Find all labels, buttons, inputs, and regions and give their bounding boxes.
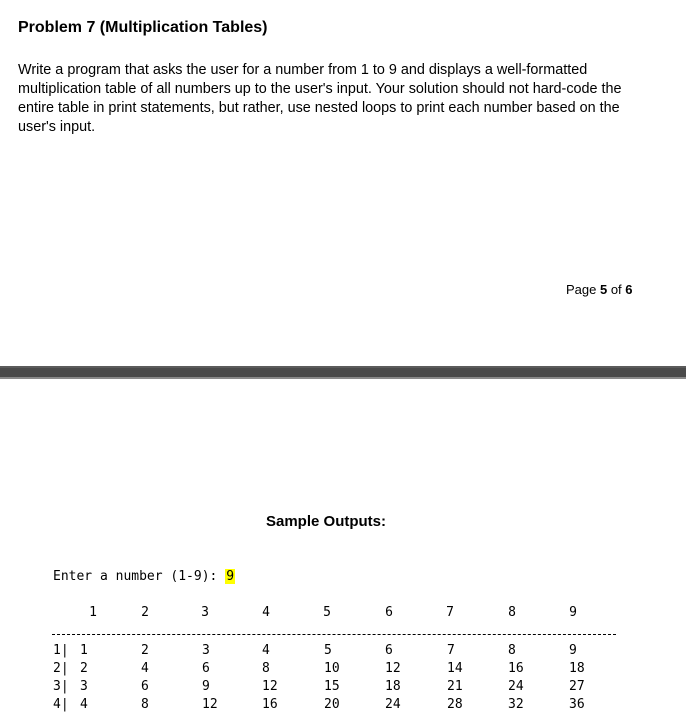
page-label: Page xyxy=(566,282,600,297)
table-cell: 16 xyxy=(508,661,524,676)
table-cell: 8 xyxy=(508,643,516,658)
table-cell: 15 xyxy=(324,679,340,694)
row-label: 4| xyxy=(53,697,69,712)
table-row xyxy=(0,697,686,715)
table-cell: 2 xyxy=(80,661,88,676)
table-cell: 3 xyxy=(202,643,210,658)
row-label: 2| xyxy=(53,661,69,676)
row-label: 1| xyxy=(53,643,69,658)
table-cell: 4 xyxy=(80,697,88,712)
table-cell: 6 xyxy=(141,679,149,694)
page-number-footer xyxy=(566,282,633,297)
table-cell: 2 xyxy=(141,643,149,658)
header-cell: 7 xyxy=(446,605,454,620)
page-of: of xyxy=(607,282,626,297)
header-cell: 5 xyxy=(323,605,331,620)
row-label: 3| xyxy=(53,679,69,694)
table-cell: 4 xyxy=(262,643,270,658)
table-cell: 5 xyxy=(324,643,332,658)
table-cell: 24 xyxy=(508,679,524,694)
table-cell: 27 xyxy=(569,679,585,694)
sample-outputs-title: Sample Outputs: xyxy=(266,513,387,530)
table-row xyxy=(0,679,686,697)
page-current: 5 xyxy=(599,282,608,297)
table-cell: 10 xyxy=(324,661,340,676)
table-cell: 32 xyxy=(508,697,524,712)
table-cell: 9 xyxy=(569,643,577,658)
header-cell: 4 xyxy=(262,605,270,620)
header-cell: 8 xyxy=(508,605,516,620)
console-prompt xyxy=(53,569,235,584)
table-cell: 7 xyxy=(447,643,455,658)
table-row xyxy=(0,643,686,661)
table-cell: 12 xyxy=(385,661,401,676)
table-cell: 6 xyxy=(202,661,210,676)
table-cell: 18 xyxy=(385,679,401,694)
table-cell: 12 xyxy=(262,679,278,694)
table-cell: 24 xyxy=(385,697,401,712)
table-cell: 8 xyxy=(141,697,149,712)
header-cell: 6 xyxy=(385,605,393,620)
prompt-text: Enter a number (1-9): xyxy=(53,569,226,584)
problem-heading: Problem 7 (Multiplication Tables) xyxy=(18,19,268,36)
table-cell: 4 xyxy=(141,661,149,676)
table-cell: 20 xyxy=(324,697,340,712)
problem-description: Write a program that asks the user for a number from 1 to 9 and displays a well-formatted multiplication table of all numbers up to the user's input. Your solution should not hard-code the entire table in print statements, but rather, use nested loops to print each number based on the user's input. xyxy=(18,62,622,135)
table-cell: 3 xyxy=(80,679,88,694)
table-cell: 6 xyxy=(385,643,393,658)
table-row xyxy=(0,661,686,679)
table-cell: 14 xyxy=(447,661,463,676)
table-cell: 8 xyxy=(262,661,270,676)
header-cell: 3 xyxy=(201,605,209,620)
page-total: 6 xyxy=(625,282,633,297)
table-header-row xyxy=(0,605,686,623)
table-divider xyxy=(52,634,616,635)
table-cell: 9 xyxy=(202,679,210,694)
table-cell: 21 xyxy=(447,679,463,694)
header-cell: 2 xyxy=(141,605,149,620)
table-cell: 16 xyxy=(262,697,278,712)
header-cell: 9 xyxy=(569,605,577,620)
table-cell: 12 xyxy=(202,697,218,712)
table-cell: 28 xyxy=(447,697,463,712)
table-cell: 36 xyxy=(569,697,585,712)
page-separator xyxy=(0,366,686,379)
user-input-highlight: 9 xyxy=(226,569,235,584)
table-cell: 18 xyxy=(569,661,585,676)
table-cell: 1 xyxy=(80,643,88,658)
header-cell: 1 xyxy=(89,605,97,620)
